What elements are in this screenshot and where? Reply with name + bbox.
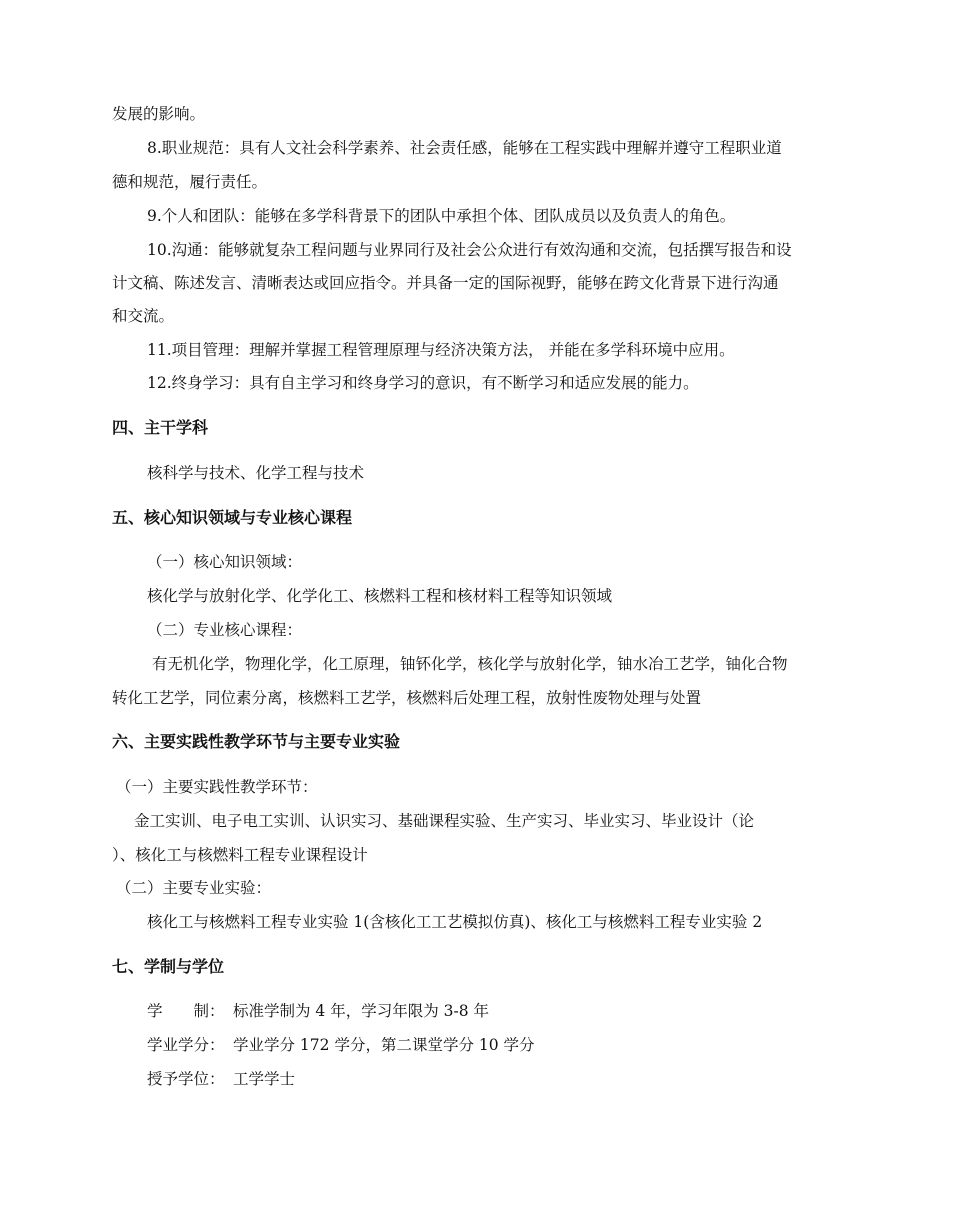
core-knowledge-areas-body: 核化学与放射化学、化学化工、核燃料工程和核材料工程等知识领域 xyxy=(147,587,613,605)
experiments-body: 核化工与核燃料工程专业实验 1(含核化工工艺模拟仿真)、核化工与核燃料工程专业实验 2 xyxy=(147,913,763,931)
subheading-core-courses: （二）专业核心课程： xyxy=(147,621,303,639)
requirement-8-line-2: 德和规范，履行责任。 xyxy=(112,173,268,191)
section-heading-core-knowledge: 五、核心知识领域与专业核心课程 xyxy=(112,508,353,527)
subheading-core-knowledge-areas: （一）核心知识领域： xyxy=(147,553,303,571)
requirement-9: 9.个人和团队：能够在多学科背景下的团队中承担个体、团队成员以及负责人的角色。 xyxy=(147,207,736,225)
subheading-practice-links: （一）主要实践性教学环节： xyxy=(116,778,318,796)
section-heading-main-disciplines: 四、主干学科 xyxy=(112,418,209,437)
main-disciplines-body: 核科学与技术、化学工程与技术 xyxy=(147,464,365,482)
practice-links-line-1: 金工实训、电子电工实训、认识实习、基础课程实验、生产实习、毕业实习、毕业设计（论 xyxy=(134,812,755,830)
section-heading-degree: 七、学制与学位 xyxy=(112,957,225,976)
degree-label: 授予学位： xyxy=(147,1070,225,1088)
core-courses-line-1: 有无机化学，物理化学，化工原理，铀钚化学，核化学与放射化学，铀水冶工艺学，铀化合物 xyxy=(152,655,788,673)
credits-label: 学业学分： xyxy=(147,1036,225,1054)
requirement-12: 12.终身学习：具有自主学习和终身学习的意识，有不断学习和适应发展的能力。 xyxy=(147,374,699,392)
requirement-8-line-1: 8.职业规范：具有人文社会科学素养、社会责任感，能够在工程实践中理解并遵守工程职业道 xyxy=(147,139,782,157)
practice-links-line-2: ）、核化工与核燃料工程专业课程设计 xyxy=(112,846,368,864)
requirement-11: 11.项目管理：理解并掌握工程管理原理与经济决策方法， 并能在多学科环境中应用。 xyxy=(147,341,735,359)
paragraph-line: 发展的影响。 xyxy=(112,105,206,123)
duration-label: 学 制： xyxy=(147,1002,225,1020)
requirement-10-line-3: 和交流。 xyxy=(112,307,175,325)
subheading-experiments: （二）主要专业实验： xyxy=(116,879,272,897)
section-heading-practice: 六、主要实践性教学环节与主要专业实验 xyxy=(112,732,401,751)
requirement-10-line-1: 10.沟通：能够就复杂工程问题与业界同行及社会公众进行有效沟通和交流，包括撰写报告和设 xyxy=(147,241,792,259)
requirement-10-line-2: 计文稿、陈述发言、清晰表达或回应指令。并具备一定的国际视野，能够在跨文化背景下进行沟通 xyxy=(112,274,779,292)
duration-value: 标准学制为 4 年，学习年限为 3-8 年 xyxy=(233,1002,490,1020)
credits-value: 学业学分 172 学分，第二课堂学分 10 学分 xyxy=(233,1036,535,1054)
core-courses-line-2: 转化工艺学，同位素分离，核燃料工艺学，核燃料后处理工程，放射性废物处理与处置 xyxy=(112,689,702,707)
degree-value: 工学学士 xyxy=(233,1070,296,1088)
